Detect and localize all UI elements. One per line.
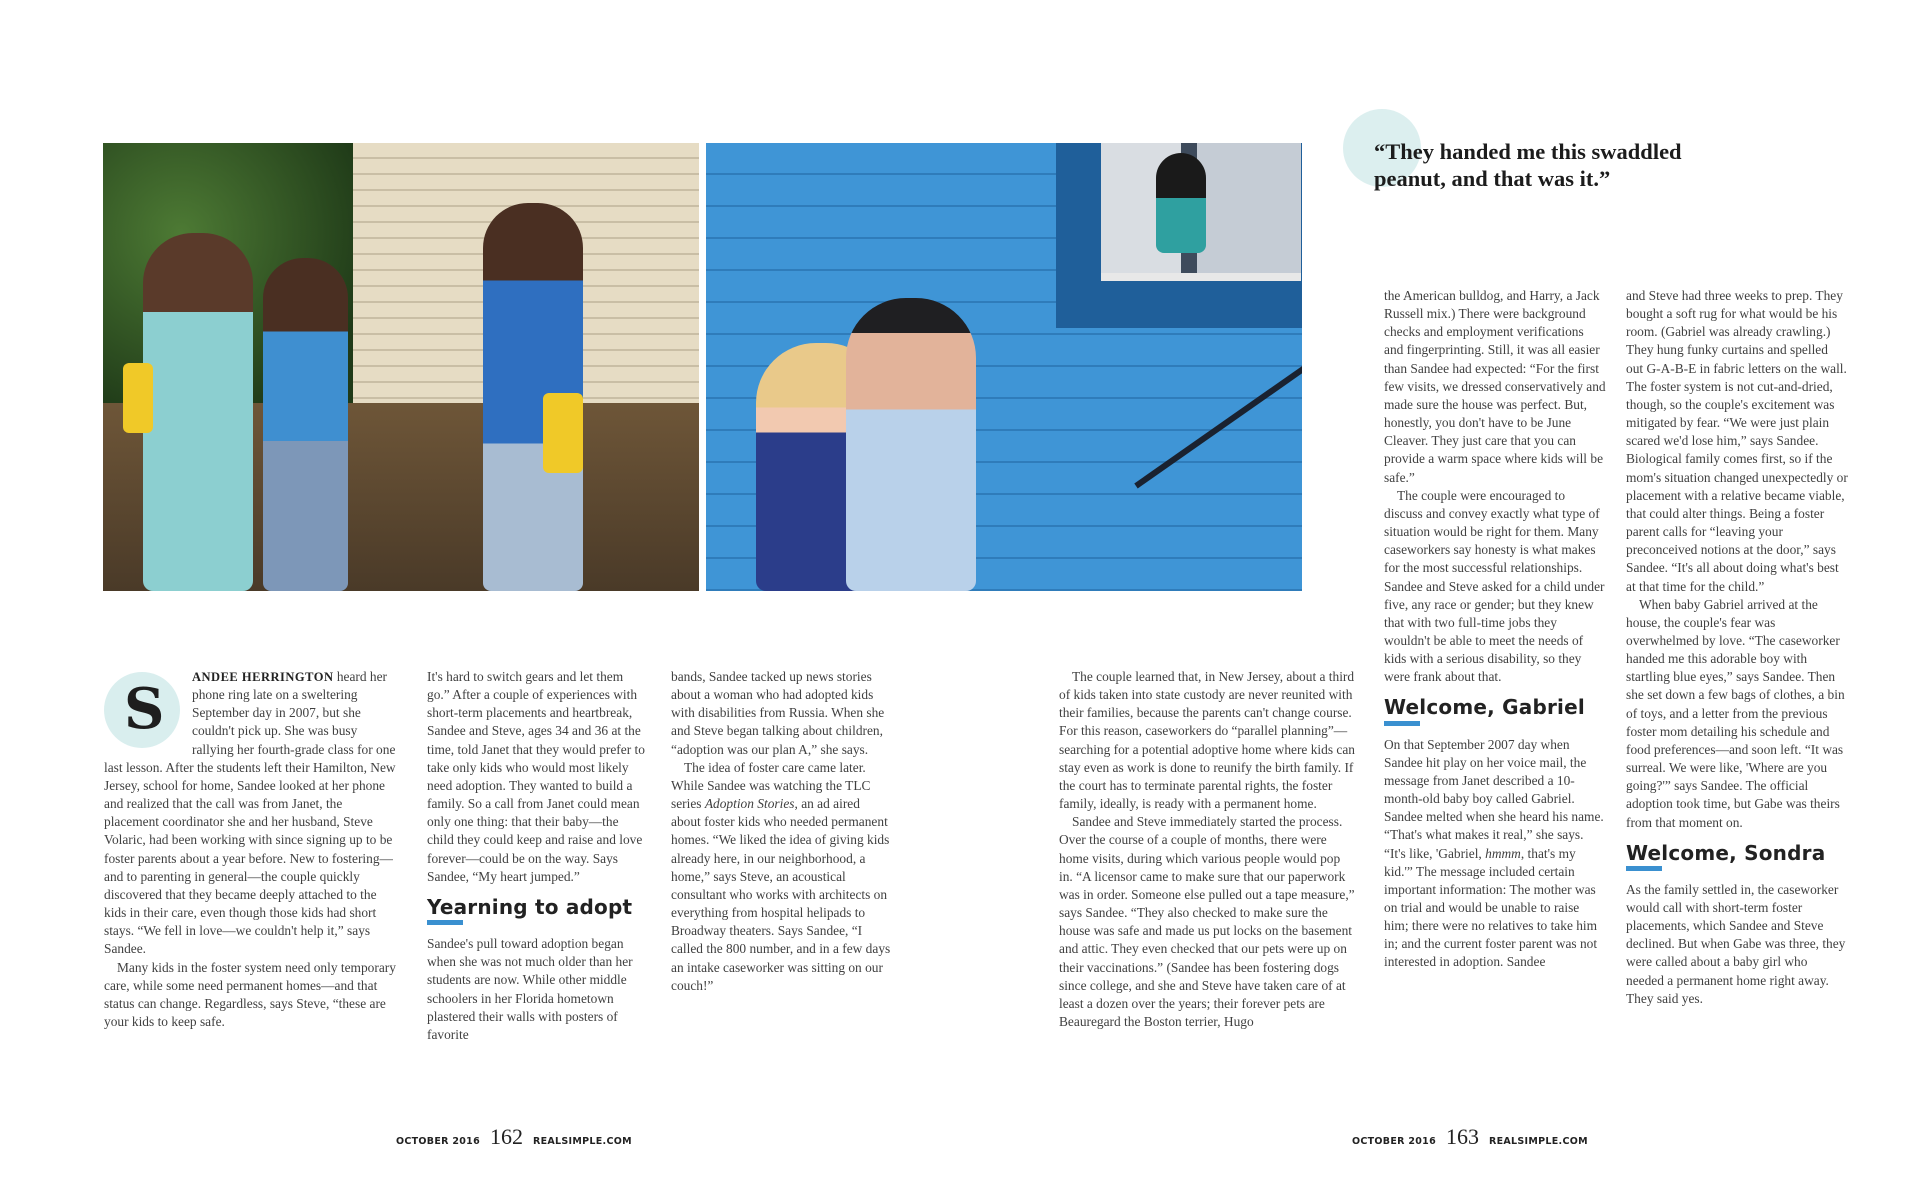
man-figure	[846, 298, 976, 591]
footer-site: REALSIMPLE.COM	[1489, 1136, 1588, 1147]
paragraph-text: heard her phone ring late on a sweltering September day in 2007, but she couldn't pick up. She was busy rallying her fourth-grade class for one last lesson. After the students left their Hamilton, New Jersey, school for home, Sandee looked at her phone and realized that the call was from Janet, the placement coordinator she and her husband, Steve Volaric, had been working with since signing up to be foster parents about a year before. New to fostering—and to parenting in general—the couple quickly discovered that they became deeply attached to the kids in their care, even though those kids had short stays. “We fell in love—we couldn't help it,” says Sandee.	[104, 669, 396, 957]
footer-right	[1352, 1124, 1588, 1150]
footer-left	[396, 1124, 632, 1150]
paragraph-text: , that's my kid.'” The message included certain important information: The mother was on trial and would be unable to raise him; there were no relatives to take him in; and the current foster parent was not interested in adoption. Sandee	[1384, 845, 1598, 970]
paragraph	[671, 759, 893, 995]
paragraph: and Steve had three weeks to prep. They bought a soft rug for what would be his room. (Gabriel was already crawling.) They hung funky curtains and spelled out G-A-B-E in fabric letters on the wall. The foster system is not cut-and-dried, though, so the couple's excitement was mitigated by fear. “We were just plain scared we'd lose him,” says Sandee. Biological family comes first, so if the mom's situation changed unexpectedly or placement with a relative became viable, that could alter things. Being a foster parent calls for “leaving your preconceived notions at the door,” says Sandee. “It's all about doing what's best at that time for the child.”	[1626, 288, 1848, 594]
heading-underline	[1626, 866, 1662, 871]
article-column-5	[1384, 287, 1606, 972]
article-column-6	[1626, 287, 1848, 1008]
emphasis: hmmm	[1485, 845, 1521, 861]
pull-quote: “They handed me this swaddled peanut, and that was it.”	[1374, 139, 1682, 191]
paragraph: the American bulldog, and Harry, a Jack Russell mix.) There were background checks and employment verifications and fingerprinting. Still, it was all easier than Sandee had expected: “For the first few visits, we dressed conservatively and made sure the house was perfect. But, honestly, you don't have to be June Cleaver. They just care that you can provide a warm space where kids will be safe.”	[1384, 288, 1606, 485]
heading-underline	[427, 920, 463, 925]
swing-seat	[543, 393, 583, 473]
heading-underline	[1384, 721, 1420, 726]
paragraph: bands, Sandee tacked up news stories about a woman who had adopted kids with disabilities from Russia. When she and Steve began talking about children, “adoption was our plan A,” she says.	[671, 669, 885, 757]
girl-figure	[143, 233, 253, 591]
paragraph: When baby Gabriel arrived at the house, the couple's fear was overwhelmed by love. “The caseworker handed me this adorable boy with startling blue eyes,” says Sandee. Then she set down a few bags of clothes, a bin of toys, and a letter from the previous foster mom detailing his schedule and food preferences—and soon left. “It was surreal. We were like, 'Where are you going?'” says Sandee. The official adoption took time, but Gabe was theirs from that moment on.	[1626, 596, 1845, 830]
dog-figure	[1156, 153, 1206, 253]
drop-cap: S	[124, 676, 165, 742]
footer-date: OCTOBER 2016	[396, 1136, 480, 1147]
paragraph-text: On that September 2007 day when Sandee hit play on her voice mail, the message from Janet described a 10-month-old baby boy called Gabriel. Sandee melted when she heard his name. “That's what makes it real,” she says. “It's like, 'Gabriel,	[1384, 736, 1604, 861]
paragraph: The couple were encouraged to discuss and convey exactly what type of situation would be right for them. Many caseworkers say honesty is what makes for the most successful relationships. Sandee and Steve asked for a child under five, any race or gender; but they knew that with two full-time jobs they wouldn't be able to meet the needs of kids with a serious disability, so they were frank about that.	[1384, 487, 1605, 685]
window	[1101, 143, 1301, 281]
paragraph: It's hard to switch gears and let them go.” After a couple of experiences with short-term placements and heartbreak, Sandee and Steve, ages 34 and 36 at the time, told Janet that they would prefer to take only kids who would most likely need adoption. They wanted to build a family. So a call from Janet could mean only one thing: that their baby—the child they could keep and raise and love forever—could be on the way. Says Sandee, “My heart jumped.”	[427, 669, 645, 884]
show-title: Adoption Stories	[704, 796, 795, 812]
paragraph: As the family settled in, the caseworker would call with short-term foster placements, which Sandee and Steve declined. But when Gabe was three, they were called about a baby girl who needed a permanent home right away. They said yes.	[1626, 881, 1846, 1006]
page-number: 162	[490, 1124, 523, 1149]
paragraph: Many kids in the foster system need only temporary care, while some need permanent homes—and that status can change. Regardless, says Steve, “these are your kids to keep safe.	[104, 959, 396, 1029]
article-column-3	[671, 668, 893, 995]
boy-figure	[263, 258, 348, 591]
lead-in: ANDEE HERRINGTON	[192, 670, 334, 684]
swing-seat	[123, 363, 153, 433]
paragraph: Sandee's pull toward adoption began when she was not much older than her students are now. While other middle schoolers in her Florida hometown plastered their walls with posters of favorite	[427, 936, 633, 1042]
photo-couple	[706, 143, 1302, 591]
photo-kids-on-swings	[103, 143, 699, 591]
drop-cap-space	[104, 668, 192, 756]
section-heading-gabriel: Welcome, Gabriel	[1384, 695, 1585, 720]
paragraph	[1384, 736, 1606, 972]
article-column-4	[1059, 668, 1357, 1031]
article-column-2	[427, 668, 647, 1044]
paragraph: The couple learned that, in New Jersey, about a third of kids taken into state custody are never reunited with their families, because the parents can't change course. For this reason, caseworkers do “parallel planning”—searching for a potential adoptive home where kids can stay even as work is done to reunify the birth family. If the court has to terminate parental rights, the foster family, ideally, is ready with a permanent home.	[1059, 669, 1355, 812]
footer-date: OCTOBER 2016	[1352, 1136, 1436, 1147]
paragraph-text: , an ad aired about foster kids who needed permanent homes. “We liked the idea of giving kids already here, in our neighborhood, a home,” says Steve, an acoustical consultant who works with architects on everything from hospital helipads to Broadway theaters. Says Sandee, “I called the 800 number, and in a few days an intake caseworker was sitting on our couch!”	[671, 796, 891, 993]
section-heading-sondra: Welcome, Sondra	[1626, 840, 1826, 865]
paragraph-text: The idea of foster care came later. While Sandee was watching the TLC series	[671, 759, 871, 812]
section-heading-yearning: Yearning to adopt	[427, 894, 633, 919]
footer-site: REALSIMPLE.COM	[533, 1136, 632, 1147]
page-number: 163	[1446, 1124, 1479, 1149]
paragraph: Sandee and Steve immediately started the process. Over the course of a couple of months, there were home visits, during which various people would pop in. “A licensor came to make sure that our paperwork was in order. Someone else pulled out a tape measure,” says Sandee. “They also checked to make sure the house was safe and made us put locks on the basement and attic. They even checked that our pets were up on their vaccinations.” (Sandee has been fostering dogs since college, and she and Steve have taken care of at least a dozen over the years; their forever pets are Beauregard the Boston terrier, Hugo	[1059, 814, 1355, 1029]
article-column-1	[104, 668, 400, 1031]
